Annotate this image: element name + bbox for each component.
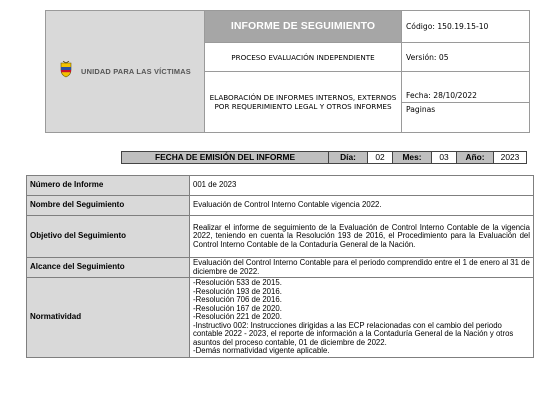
process-name: PROCESO EVALUACIÓN INDEPENDIENTE [205, 43, 402, 72]
objetivo-value: Realizar el informe de seguimiento de la Evaluación de Control Interno Contable de la vigencia 2022, teniendo en cuenta la Resolución 193 de 2016, el Procedimiento para la Evaluación del Control Interno Contable de la Contaduría General de la Nación. [190, 216, 534, 258]
month-value: 03 [432, 152, 457, 164]
normatividad-list [190, 278, 534, 358]
document-title: INFORME DE SEGUIMIENTO [205, 11, 402, 43]
table-row [27, 196, 534, 216]
objetivo-label: Objetivo del Seguimiento [27, 216, 190, 258]
emission-label: FECHA DE EMISIÓN DEL INFORME [122, 152, 329, 164]
document-version: Versión: 05 [402, 43, 530, 72]
alcance-label: Alcance del Seguimiento [27, 258, 190, 278]
list-item: -Demás normatividad vigente aplicable. [193, 346, 330, 355]
alcance-value: Evaluación del Control Interno Contable para el periodo comprendido entre el 1 de enero al 31 de diciembre de 2022. [190, 258, 534, 278]
day-label: Día: [329, 152, 368, 164]
list-item: -Resolución 706 de 2016. [193, 295, 282, 304]
procedure-name: ELABORACIÓN DE INFORMES INTERNOS, EXTERNOS POR REQUERIMIENTO LEGAL Y OTROS INFORMES [205, 72, 402, 133]
normatividad-label: Normatividad [27, 278, 190, 358]
logo-cell [46, 11, 205, 133]
numero-value: 001 de 2023 [190, 176, 534, 196]
emission-date-strip [121, 151, 527, 164]
table-row [27, 278, 534, 358]
list-item: -Resolución 193 de 2016. [193, 286, 282, 296]
date-pages-cell [402, 72, 530, 133]
numero-label: Número de Informe [27, 176, 190, 196]
year-label: Año: [457, 152, 494, 164]
list-item: -Resolución 533 de 2015. [193, 278, 282, 287]
month-label: Mes: [393, 152, 432, 164]
document-header [45, 10, 530, 133]
day-value: 02 [368, 152, 393, 164]
org-name: UNIDAD PARA LAS VÍCTIMAS [81, 67, 191, 76]
document-code: Código: 150.19.15-10 [402, 11, 530, 43]
coat-of-arms-icon [59, 60, 73, 83]
table-row [27, 258, 534, 278]
nombre-value: Evaluación de Control Interno Contable vigencia 2022. [190, 196, 534, 216]
year-value: 2023 [494, 152, 527, 164]
table-row [27, 216, 534, 258]
list-item: -Resolución 221 de 2020. [193, 312, 282, 321]
document-date: Fecha: 28/10/2022 [402, 89, 529, 103]
report-info-table [26, 175, 534, 358]
table-row [27, 176, 534, 196]
list-item: -Instructivo 002: Instrucciones dirigidas a las ECP relacionadas con el cambio del periodo contable 2022 - 2023, el reporte de información a la Contaduría General de la Nación y otros asuntos del proceso contable, 01 de diciembre de 2022. [193, 320, 514, 347]
document-pages: Paginas [406, 104, 436, 114]
list-item: -Resolución 167 de 2020. [193, 303, 282, 313]
nombre-label: Nombre del Seguimiento [27, 196, 190, 216]
